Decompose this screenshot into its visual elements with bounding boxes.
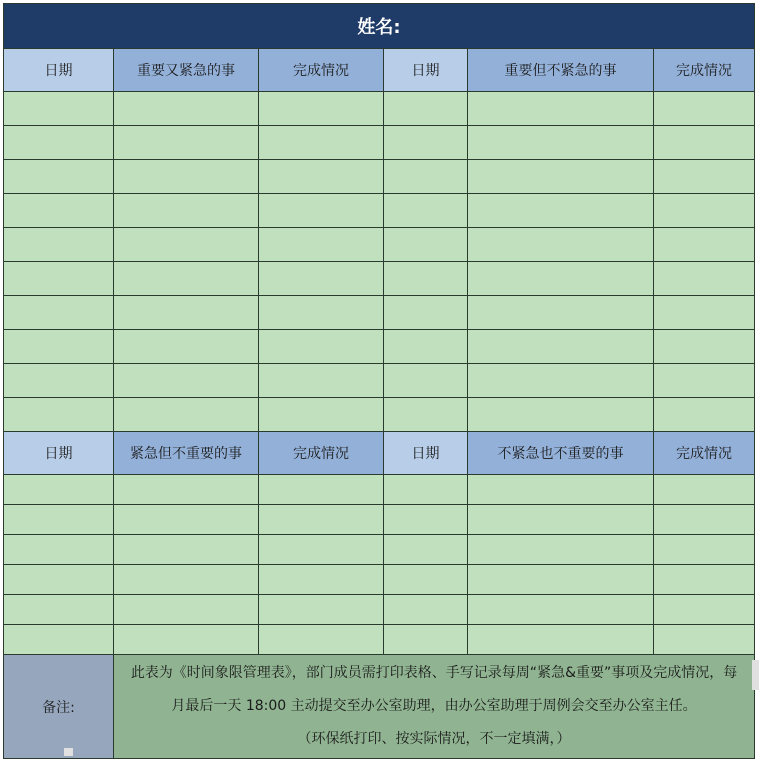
entry-cell[interactable]: [259, 595, 384, 625]
entry-cell[interactable]: [384, 505, 468, 535]
entry-cell[interactable]: [384, 160, 468, 194]
table-row: [4, 364, 755, 398]
entry-cell[interactable]: [259, 330, 384, 364]
table-row: [4, 296, 755, 330]
entry-cell[interactable]: [4, 160, 114, 194]
entry-cell[interactable]: [114, 296, 259, 330]
entry-cell[interactable]: [654, 126, 755, 160]
entry-cell[interactable]: [259, 296, 384, 330]
notes-row: [4, 655, 755, 759]
table-row: [4, 565, 755, 595]
notes-line: 月最后一天 18:00 主动提交至办公室助理，由办公室助理于周例会交至办公室主任。: [171, 698, 697, 714]
entry-cell[interactable]: [468, 398, 654, 432]
entry-cell[interactable]: [4, 595, 114, 625]
notes-label: 备注:: [4, 655, 114, 759]
header-date: 日期: [384, 49, 468, 92]
entry-cell[interactable]: [114, 126, 259, 160]
entry-cell[interactable]: [468, 296, 654, 330]
header-status: 完成情况: [259, 49, 384, 92]
entry-cell[interactable]: [384, 194, 468, 228]
entry-cell[interactable]: [259, 228, 384, 262]
entry-cell[interactable]: [468, 228, 654, 262]
entry-cell[interactable]: [654, 160, 755, 194]
entry-cell[interactable]: [4, 505, 114, 535]
header-not-urgent-not-important: 不紧急也不重要的事: [468, 432, 654, 475]
entry-cell[interactable]: [654, 565, 755, 595]
entry-cell[interactable]: [259, 126, 384, 160]
entry-cell[interactable]: [114, 92, 259, 126]
entry-cell[interactable]: [259, 475, 384, 505]
entry-cell[interactable]: [468, 505, 654, 535]
header-date: 日期: [384, 432, 468, 475]
entry-cell[interactable]: [4, 625, 114, 655]
entry-cell[interactable]: [468, 475, 654, 505]
entry-cell[interactable]: [468, 92, 654, 126]
entry-cell[interactable]: [384, 535, 468, 565]
entry-cell[interactable]: [384, 364, 468, 398]
entry-cell[interactable]: [468, 625, 654, 655]
time-quadrant-table: [3, 3, 755, 759]
table-row: [4, 535, 755, 565]
header-status: 完成情况: [259, 432, 384, 475]
entry-cell[interactable]: [4, 475, 114, 505]
entry-cell[interactable]: [654, 505, 755, 535]
entry-cell[interactable]: [654, 625, 755, 655]
header-important-urgent: 重要又紧急的事: [114, 49, 259, 92]
entry-cell[interactable]: [654, 595, 755, 625]
entry-cell[interactable]: [654, 398, 755, 432]
notes-text: [114, 655, 755, 759]
entry-cell[interactable]: [114, 505, 259, 535]
table-row: [4, 398, 755, 432]
header-date: 日期: [4, 432, 114, 475]
entry-cell[interactable]: [114, 475, 259, 505]
entry-cell[interactable]: [654, 262, 755, 296]
entry-cell[interactable]: [384, 228, 468, 262]
table-row: [4, 595, 755, 625]
entry-cell[interactable]: [468, 160, 654, 194]
entry-cell[interactable]: [384, 262, 468, 296]
entry-cell[interactable]: [4, 565, 114, 595]
entry-cell[interactable]: [114, 364, 259, 398]
entry-cell[interactable]: [4, 330, 114, 364]
entry-cell[interactable]: [4, 398, 114, 432]
entry-cell[interactable]: [114, 194, 259, 228]
entry-cell[interactable]: [654, 228, 755, 262]
table-row: [4, 330, 755, 364]
entry-cell[interactable]: [468, 535, 654, 565]
entry-cell[interactable]: [4, 228, 114, 262]
entry-cell[interactable]: [114, 625, 259, 655]
table-row: [4, 228, 755, 262]
corner-mark: [752, 660, 759, 690]
entry-cell[interactable]: [114, 228, 259, 262]
entry-cell[interactable]: [654, 535, 755, 565]
entry-cell[interactable]: [4, 194, 114, 228]
entry-cell[interactable]: [259, 364, 384, 398]
table-row: [4, 160, 755, 194]
top-header-row: [4, 49, 755, 92]
table-row: [4, 92, 755, 126]
name-title: 姓名:: [4, 4, 755, 49]
entry-cell[interactable]: [114, 535, 259, 565]
table-row: [4, 126, 755, 160]
entry-cell[interactable]: [4, 296, 114, 330]
entry-cell[interactable]: [384, 296, 468, 330]
entry-cell[interactable]: [259, 262, 384, 296]
entry-cell[interactable]: [384, 330, 468, 364]
table-row: [4, 505, 755, 535]
entry-cell[interactable]: [654, 364, 755, 398]
entry-cell[interactable]: [384, 595, 468, 625]
entry-cell[interactable]: [384, 126, 468, 160]
entry-cell[interactable]: [4, 262, 114, 296]
table-row: [4, 262, 755, 296]
entry-cell[interactable]: [259, 565, 384, 595]
entry-cell[interactable]: [4, 364, 114, 398]
entry-cell[interactable]: [114, 160, 259, 194]
table-row: [4, 625, 755, 655]
entry-cell[interactable]: [114, 565, 259, 595]
entry-cell[interactable]: [654, 296, 755, 330]
entry-cell[interactable]: [4, 92, 114, 126]
entry-cell[interactable]: [259, 505, 384, 535]
entry-cell[interactable]: [259, 160, 384, 194]
entry-cell[interactable]: [468, 364, 654, 398]
entry-cell[interactable]: [259, 625, 384, 655]
entry-cell[interactable]: [4, 126, 114, 160]
table-row: [4, 475, 755, 505]
entry-cell[interactable]: [384, 92, 468, 126]
table-row: [4, 194, 755, 228]
entry-cell[interactable]: [468, 565, 654, 595]
entry-cell[interactable]: [114, 595, 259, 625]
entry-cell[interactable]: [384, 475, 468, 505]
entry-cell[interactable]: [384, 398, 468, 432]
entry-cell[interactable]: [384, 565, 468, 595]
entry-cell[interactable]: [468, 595, 654, 625]
entry-cell[interactable]: [114, 398, 259, 432]
entry-cell[interactable]: [654, 92, 755, 126]
entry-cell[interactable]: [654, 475, 755, 505]
entry-cell[interactable]: [4, 535, 114, 565]
header-status: 完成情况: [654, 49, 755, 92]
entry-cell[interactable]: [468, 262, 654, 296]
bottom-header-row: [4, 432, 755, 475]
entry-cell[interactable]: [468, 330, 654, 364]
header-urgent-not-important: 紧急但不重要的事: [114, 432, 259, 475]
entry-cell[interactable]: [114, 330, 259, 364]
notes-line: （环保纸打印、按实际情况，不一定填满，）: [297, 731, 571, 747]
entry-cell[interactable]: [259, 194, 384, 228]
header-important-not-urgent: 重要但不紧急的事: [468, 49, 654, 92]
notes-line: 此表为《时间象限管理表》，部门成员需打印表格、手写记录每周“紧急&重要”事项及完成情况，每: [130, 665, 738, 681]
title-row: [4, 4, 755, 49]
header-status: 完成情况: [654, 432, 755, 475]
header-date: 日期: [4, 49, 114, 92]
entry-cell[interactable]: [259, 535, 384, 565]
entry-cell[interactable]: [384, 625, 468, 655]
entry-cell[interactable]: [654, 194, 755, 228]
corner-mark: [64, 748, 73, 756]
entry-cell[interactable]: [259, 92, 384, 126]
entry-cell[interactable]: [654, 330, 755, 364]
entry-cell[interactable]: [468, 126, 654, 160]
entry-cell[interactable]: [468, 194, 654, 228]
entry-cell[interactable]: [114, 262, 259, 296]
entry-cell[interactable]: [259, 398, 384, 432]
